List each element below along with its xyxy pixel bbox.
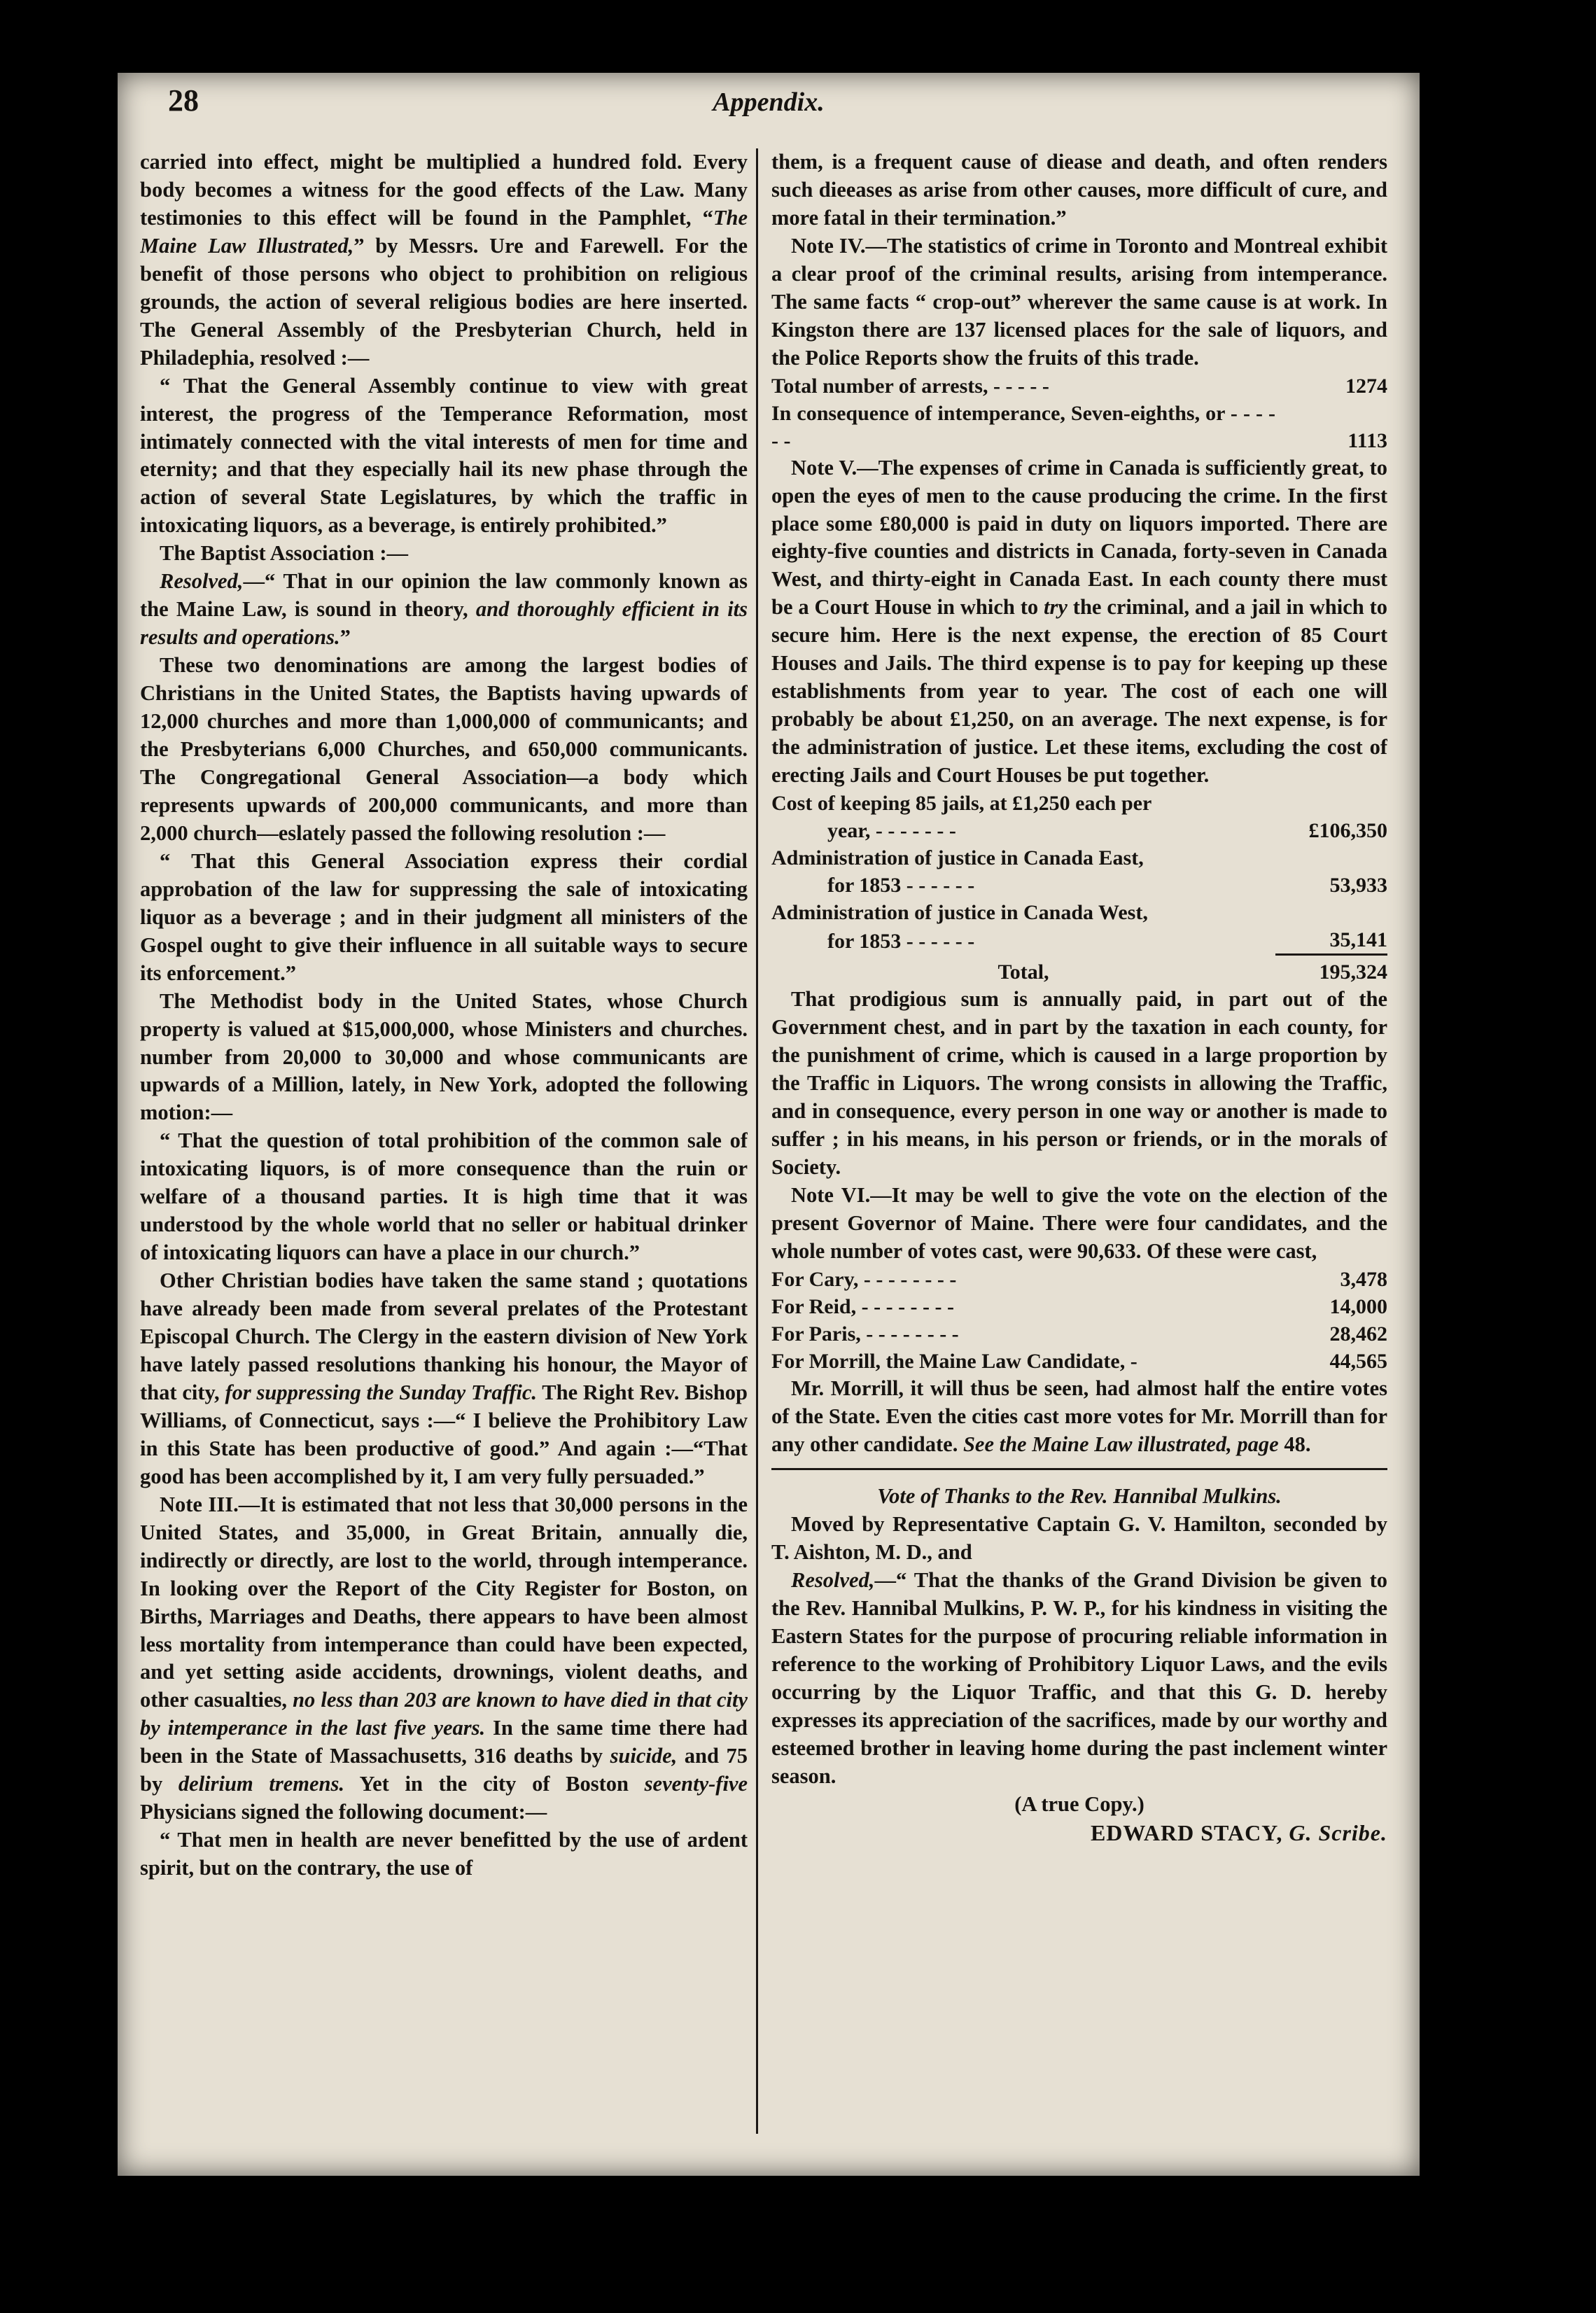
section-divider [771, 1468, 1387, 1470]
paragraph: Other Christian bodies have taken the same stand ; quotations have already been made from several prelates of the Protestant Episcopal Church. The Clergy in the eastern division of New York have lately passed resolutions thanking his honour, the Mayor of that city, for suppressing the Sunday Traffic. The Right Rev. Bishop Williams, of Connecticut, says :—“ I believe the Prohibitory Law in this State has been productive of good.” And again :—“That good has been accomplished by it, I am very fully persuaded.” [140, 1269, 748, 1488]
paragraph: These two denominations are among the largest bodies of Christians in the United States, the Baptists having upwards of 12,000 churches and more than 1,000,000 of communicants; and the Presbyterians 6,000 Churches, and 650,000 communicants. The Congregational General Association—a body which represents upwards of 200,000 communicants, and more than 2,000 church—eslately passed the following resolution :— [140, 653, 748, 845]
table-row: Administration of justice in Canada West, [771, 901, 1148, 925]
column-divider [756, 148, 758, 2134]
paragraph: them, is a frequent cause of diease and death, and often renders such dieeases as arise from other causes, more difficult of cure, and more fatal in their termination.” [771, 150, 1387, 230]
note-four: Note IV.—The statistics of crime in Toronto and Montreal exhibit a clear proof of the criminal results, arising from intemperance. The same facts “ crop-out” wherever the same cause is at work. In Kingston there are 137 licensed places for the sale of liquors, and the Police Reports show the fruits of this trade. [771, 233, 1387, 370]
table-row: Cost of keeping 85 jails, at £1,250 each per [771, 792, 1152, 816]
votes-table [771, 1266, 1387, 1375]
section-heading: Vote of Thanks to the Rev. Hannibal Mulkins. [877, 1484, 1282, 1509]
paragraph: The Methodist body in the United States, whose Church property is valued at $15,000,000, whose Ministers and churches. number from 20,000 to 30,000 and whose communicants are upwards of a Million, lately, in New York, adopted the following motion:— [140, 988, 748, 1125]
table-row: For Reid, - - - - - - - - 14,000 [771, 1294, 1387, 1318]
true-copy: (A true Copy.) [1014, 1791, 1144, 1816]
quotation: “ That the General Assembly continue to view with great interest, the progress of the Temperance Reformation, most intimately connected with the vital interests of men for time and eternity; and that they especially hail its new phase through the action of several State Legislatures, by which the traffic in intoxicating liquors, as a beverage, is entirely prohibited.” [140, 373, 748, 538]
table-row: Administration of justice in Canada East, [771, 846, 1144, 870]
table-row: For Cary, - - - - - - - - 3,478 [771, 1267, 1387, 1291]
total-row: Total, 195,324 [771, 955, 1387, 986]
book-page [118, 73, 1420, 2176]
page-number: 28 [168, 83, 199, 118]
right-column [771, 148, 1387, 2134]
table-row: In consequence of intemperance, Seven-eighths, or - - - - - - 1113 [771, 401, 1387, 452]
resolution: Resolved,—“ That the thanks of the Grand Division be given to the Rev. Hannibal Mulkins, P. W. P., for his kindness in visiting the Eastern States for the purpose of procuring reliable information in reference to the working of Prohibitory Liquor Laws, and the evils occurring by the Liquor Traffic, and that this G. D. hereby expresses its appreciation of the sacrifices, made by our worthy and esteemed brother in leaving home during the past inclement winter season. [771, 1568, 1387, 1788]
table-row: for 1853 - - - - - - 35,141 [827, 928, 1387, 953]
quotation: “ That the question of total prohibition of the common sale of intoxicating liquors, is of more consequence than the ruin or welfare of a thousand parties. It is high time that it was understood by the whole world that no seller or habitual drinker of intoxicating liquors can have a place in our church.” [140, 1128, 748, 1265]
table-row: For Paris, - - - - - - - - 28,462 [771, 1322, 1387, 1346]
quotation: “ That men in health are never benefitted by the use of ardent spirit, but on the contrary, the use of [140, 1828, 748, 1880]
table-row: Total number of arrests, - - - - - 1274 [771, 374, 1387, 398]
paragraph: carried into effect, might be multiplied a hundred fold. Every body becomes a witness for the good effects of the Law. Many testimonies to this effect will be found in the Pamphlet, “The Maine Law Illustrated,” by Messrs. Ure and Farewell. For the benefit of those persons who object to prohibition on religious grounds, the action of several religious bodies are here inserted. The General Assembly of the Presbyterian Church, held in Philadephia, resolved :— [140, 150, 748, 370]
quotation: “ That this General Association express their cordial approbation of the law for suppressing the sale of intoxicating liquor as a beverage ; and in their judgment all ministers of the Gospel ought to give their influence in all suitable ways to secure its enforcement.” [140, 848, 748, 985]
expenses-table [771, 790, 1387, 986]
note-six: Note VI.—It may be well to give the vote on the election of the present Governor of Maine. There were four candidates, and the whole number of votes cast, were 90,633. Of these were cast, [771, 1182, 1387, 1263]
paragraph: Mr. Morrill, it will thus be seen, had almost half the entire votes of the State. Even the cities cast more votes for Mr. Morrill than for any other candidate. See the Maine Law illustrated, page 48. [771, 1376, 1387, 1456]
table-row: year, - - - - - - - £106,350 [827, 819, 1387, 843]
resolution: Resolved,—“ That in our opinion the law commonly known as the Maine Law, is sound in theory, and thoroughly efficient in its results and operations.” [140, 569, 748, 650]
note-three: Note III.—It is estimated that not less that 30,000 persons in the United States, and 35,000, in Great Britain, annually die, indirectly or directly, are lost to the world, through intemperance. In looking over the Report of the City Register for Boston, on Births, Marriages and Deaths, there appears to have been almost less mortality from intemperance than could have been expected, and yet setting aside accidents, drownings, violent deaths, and other casualties, no less than 203 are known to have died in that city by intemperance in the last five years. In the same time there had been in the State of Massachusetts, 316 deaths by suicide, and 75 by delirium tremens. Yet in the city of Boston seventy-five Physicians signed the following document:— [140, 1492, 748, 1824]
paragraph: Moved by Representative Captain G. V. Hamilton, seconded by T. Aishton, M. D., and [771, 1512, 1387, 1565]
arrests-table [771, 372, 1387, 454]
table-row: for 1853 - - - - - - 53,933 [827, 874, 1387, 897]
paragraph: That prodigious sum is annually paid, in part out of the Government chest, and in part by the taxation in each county, for the punishment of crime, which is caused in a large proportion by the Traffic in Liquors. The wrong consists in allowing the Traffic, and in consequence, every person in one way or another is made to suffer ; in his means, in his person or friends, or in the morals of Society. [771, 987, 1387, 1179]
left-column [140, 148, 748, 2134]
note-five: Note V.—The expenses of crime in Canada is sufficiently great, to open the eyes of men to the cause producing the crime. In the first place some £80,000 is paid in duty on liquors imported. There are eighty-five counties and districts in Canada, forty-seven in Canada West, and thirty-eight in Canada East. In each county there must be a Court House in which to try the criminal, and a jail in which to secure him. Here is the next expense, the erection of 85 Court Houses and Jails. The third expense is to pay for keeping up these establishments from year to year. The cost of each one will probably be about £1,250, on an average. The next expense, is for the administration of justice. Let these items, excluding the cost of erecting Jails and Court Houses be put together. [771, 455, 1387, 788]
signature: EDWARD STACY, G. Scribe. [1090, 1819, 1387, 1845]
table-row: For Morrill, the Maine Law Candidate, - 44,565 [771, 1349, 1387, 1373]
running-head: Appendix. [713, 88, 825, 117]
paragraph: The Baptist Association :— [160, 541, 409, 566]
